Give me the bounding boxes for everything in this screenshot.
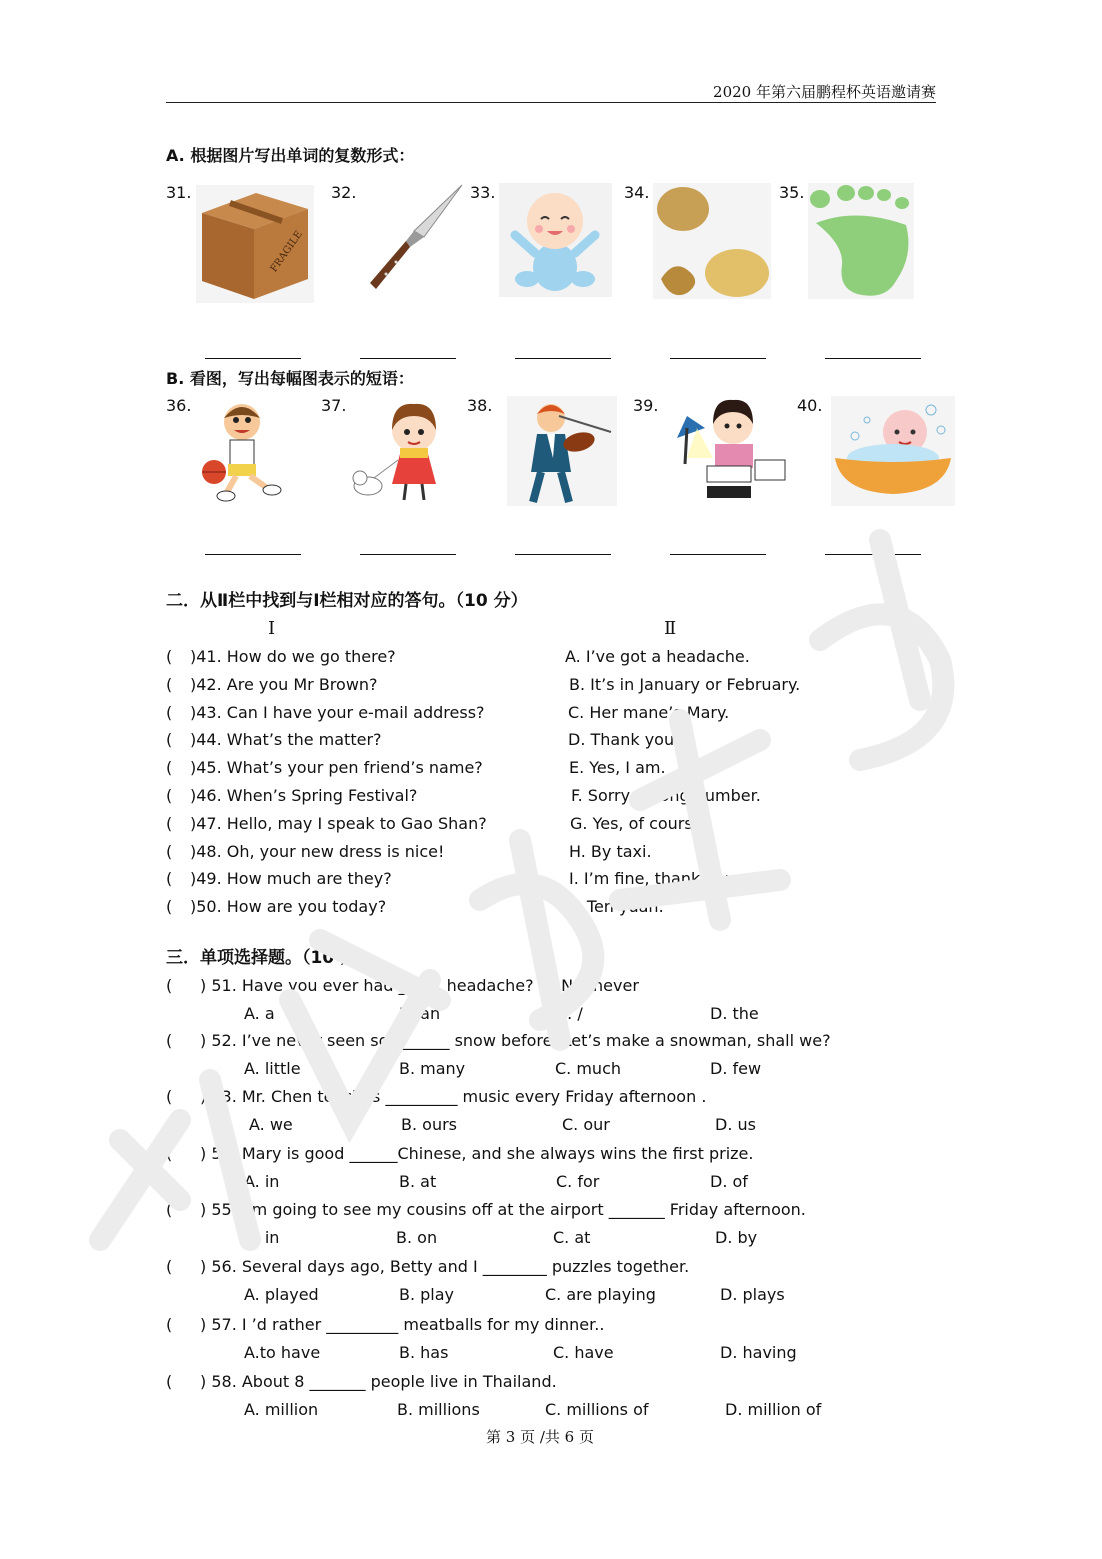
- response-option: H. By taxi.: [569, 841, 652, 861]
- answer-paren-41[interactable]: (: [166, 647, 173, 666]
- baby-icon: [499, 183, 612, 297]
- answer-paren-43[interactable]: (: [166, 702, 173, 722]
- choice-option[interactable]: C. much: [555, 1059, 622, 1078]
- response-option: J. Ten yuan.: [572, 897, 664, 917]
- question-58: ) 58. About 8 _______ people live in Thailand.: [200, 1372, 557, 1391]
- choice-option[interactable]: A. little: [244, 1059, 301, 1078]
- question-57: ) 57. I ’d rather _________ meatballs for my dinner..: [200, 1315, 605, 1334]
- part3-title: 三．单项选择题。（10 分）: [166, 948, 375, 968]
- potato-icon: [653, 183, 771, 299]
- choice-option[interactable]: A. million: [244, 1400, 319, 1419]
- answer-paren-48[interactable]: (: [166, 841, 173, 861]
- choice-option[interactable]: D. us: [715, 1115, 756, 1134]
- answer-paren-55[interactable]: (: [166, 1200, 173, 1219]
- question-55: ) 55. I’m going to see my cousins off at the airport _______ Friday afternoon.: [200, 1200, 806, 1219]
- choice-option[interactable]: A. played: [244, 1285, 319, 1304]
- choice-option[interactable]: B. has: [399, 1343, 449, 1362]
- question-49: )49. How much are they?: [190, 869, 392, 889]
- answer-paren-42[interactable]: (: [166, 674, 173, 694]
- answer-paren-45[interactable]: (: [166, 758, 173, 778]
- answer-paren-49[interactable]: (: [166, 869, 173, 889]
- choice-option[interactable]: C. for: [556, 1172, 600, 1191]
- response-option: G. Yes, of course.: [570, 813, 708, 833]
- item-36-number: 36.: [166, 396, 192, 415]
- girl-studying-icon: [667, 398, 789, 502]
- choice-option[interactable]: B. play: [399, 1285, 455, 1304]
- answer-paren-46[interactable]: (: [166, 786, 173, 805]
- item-33-number: 33.: [470, 183, 496, 202]
- item-34-number: 34.: [624, 183, 650, 202]
- answer-blank-37[interactable]: [360, 554, 456, 555]
- response-option: D. Thank you!: [568, 730, 681, 750]
- response-option: B. It’s in January or February.: [569, 674, 801, 694]
- question-44: )44. What’s the matter?: [190, 730, 382, 750]
- choice-option[interactable]: B. on: [396, 1228, 438, 1247]
- choice-option[interactable]: A. a: [244, 1004, 275, 1023]
- choice-option[interactable]: C. at: [553, 1228, 591, 1247]
- section-b-title: B. 看图，写出每幅图表示的短语：: [166, 369, 414, 388]
- choice-option[interactable]: D. having: [720, 1343, 797, 1362]
- choice-option[interactable]: D. the: [710, 1004, 759, 1023]
- choice-option[interactable]: D. million of: [725, 1400, 822, 1419]
- answer-blank-34[interactable]: [670, 358, 766, 359]
- header-title: 2020 年第六届鹏程杯英语邀请赛: [713, 83, 936, 101]
- choice-option[interactable]: B. ours: [401, 1115, 457, 1134]
- answer-blank-38[interactable]: [515, 554, 611, 555]
- question-51: ) 51. Have you ever had ______headache? --- No, never: [200, 976, 639, 995]
- answer-paren-57[interactable]: (: [166, 1315, 173, 1334]
- choice-option[interactable]: D. few: [710, 1059, 762, 1078]
- question-43: )43. Can I have your e-mail address?: [190, 702, 485, 722]
- choice-option[interactable]: C. have: [553, 1343, 614, 1362]
- answer-paren-47[interactable]: (: [166, 813, 173, 833]
- box-icon: [196, 185, 314, 303]
- column-2-heading: Ⅱ: [664, 618, 677, 639]
- choice-option[interactable]: B. many: [399, 1059, 466, 1078]
- choice-option[interactable]: A. in: [244, 1172, 280, 1191]
- choice-option[interactable]: D. of: [710, 1172, 748, 1191]
- boy-basketball-icon: [192, 398, 290, 504]
- choice-option[interactable]: B. an: [399, 1004, 441, 1023]
- knife-icon: [366, 183, 466, 295]
- answer-blank-32[interactable]: [360, 358, 456, 359]
- question-47: )47. Hello, may I speak to Gao Shan?: [190, 813, 487, 833]
- girl-walking-dog-icon: [352, 400, 450, 504]
- item-37-number: 37.: [321, 396, 347, 415]
- violin-player-icon: [507, 396, 617, 506]
- baby-bath-icon: [831, 396, 955, 506]
- item-40-number: 40.: [797, 396, 823, 415]
- answer-paren-50[interactable]: (: [166, 897, 173, 917]
- response-option: F. Sorry, wrong number.: [571, 786, 761, 805]
- choice-option[interactable]: A. we: [249, 1115, 293, 1134]
- choice-option[interactable]: C. are playing: [545, 1285, 656, 1304]
- question-50: )50. How are you today?: [190, 897, 387, 917]
- choice-option[interactable]: D. by: [715, 1228, 758, 1247]
- section-a-title: A. 根据图片写出单词的复数形式：: [166, 146, 415, 165]
- choice-option[interactable]: D. plays: [720, 1285, 785, 1304]
- answer-paren-54[interactable]: (: [166, 1144, 173, 1163]
- header-rule: [166, 102, 936, 103]
- part2-title: 二．从Ⅱ栏中找到与Ⅰ栏相对应的答句。（10 分）: [166, 591, 528, 611]
- answer-blank-31[interactable]: [205, 358, 301, 359]
- choice-option[interactable]: C. /: [556, 1004, 583, 1023]
- question-42: )42. Are you Mr Brown?: [190, 674, 378, 694]
- answer-paren-56[interactable]: (: [166, 1257, 173, 1276]
- response-option: C. Her mane’s Mary.: [568, 702, 730, 722]
- answer-blank-39[interactable]: [670, 554, 766, 555]
- choice-option[interactable]: C. our: [562, 1115, 610, 1134]
- response-option: I. I’m fine, thank you.: [569, 869, 740, 889]
- answer-blank-33[interactable]: [515, 358, 611, 359]
- question-54: ) 54. Mary is good ______Chinese, and she always wins the first prize.: [200, 1144, 754, 1163]
- choice-option[interactable]: B. millions: [397, 1400, 480, 1419]
- question-48: )48. Oh, your new dress is nice!: [190, 841, 445, 861]
- question-56: ) 56. Several days ago, Betty and I ________ puzzles together.: [200, 1257, 690, 1276]
- choice-option[interactable]: B. at: [399, 1172, 437, 1191]
- choice-option[interactable]: C. millions of: [545, 1400, 649, 1419]
- item-39-number: 39.: [633, 396, 659, 415]
- answer-blank-40[interactable]: [825, 554, 921, 555]
- question-46: )46. When’s Spring Festival?: [190, 786, 418, 805]
- response-option: A. I’ve got a headache.: [565, 647, 750, 666]
- item-35-number: 35.: [779, 183, 805, 202]
- fragile-label: FRAGILE: [268, 229, 305, 275]
- question-53: ) 53. Mr. Chen teaches _________ music every Friday afternoon .: [200, 1087, 707, 1106]
- page-number: 第 3 页 /共 6 页: [486, 1428, 594, 1446]
- question-52: ) 52. I’ve never seen so _______ snow before. Let’s make a snowman, shall we?: [200, 1031, 831, 1050]
- answer-paren-51[interactable]: (: [166, 976, 173, 995]
- response-option: E. Yes, I am.: [569, 758, 666, 778]
- answer-blank-35[interactable]: [825, 358, 921, 359]
- answer-paren-58[interactable]: (: [166, 1372, 173, 1391]
- question-45: )45. What’s your pen friend’s name?: [190, 758, 483, 778]
- answer-paren-44[interactable]: (: [166, 730, 173, 750]
- item-38-number: 38.: [467, 396, 493, 415]
- choice-option[interactable]: A. in: [244, 1228, 280, 1247]
- item-31-number: 31.: [166, 183, 192, 202]
- question-41: )41. How do we go there?: [190, 647, 396, 666]
- choice-option[interactable]: A.to have: [244, 1343, 321, 1362]
- answer-paren-53[interactable]: (: [166, 1087, 173, 1106]
- item-32-number: 32.: [331, 183, 357, 202]
- column-1-heading: Ⅰ: [268, 618, 276, 639]
- answer-paren-52[interactable]: (: [166, 1031, 173, 1050]
- foot-icon: [808, 183, 914, 299]
- answer-blank-36[interactable]: [205, 554, 301, 555]
